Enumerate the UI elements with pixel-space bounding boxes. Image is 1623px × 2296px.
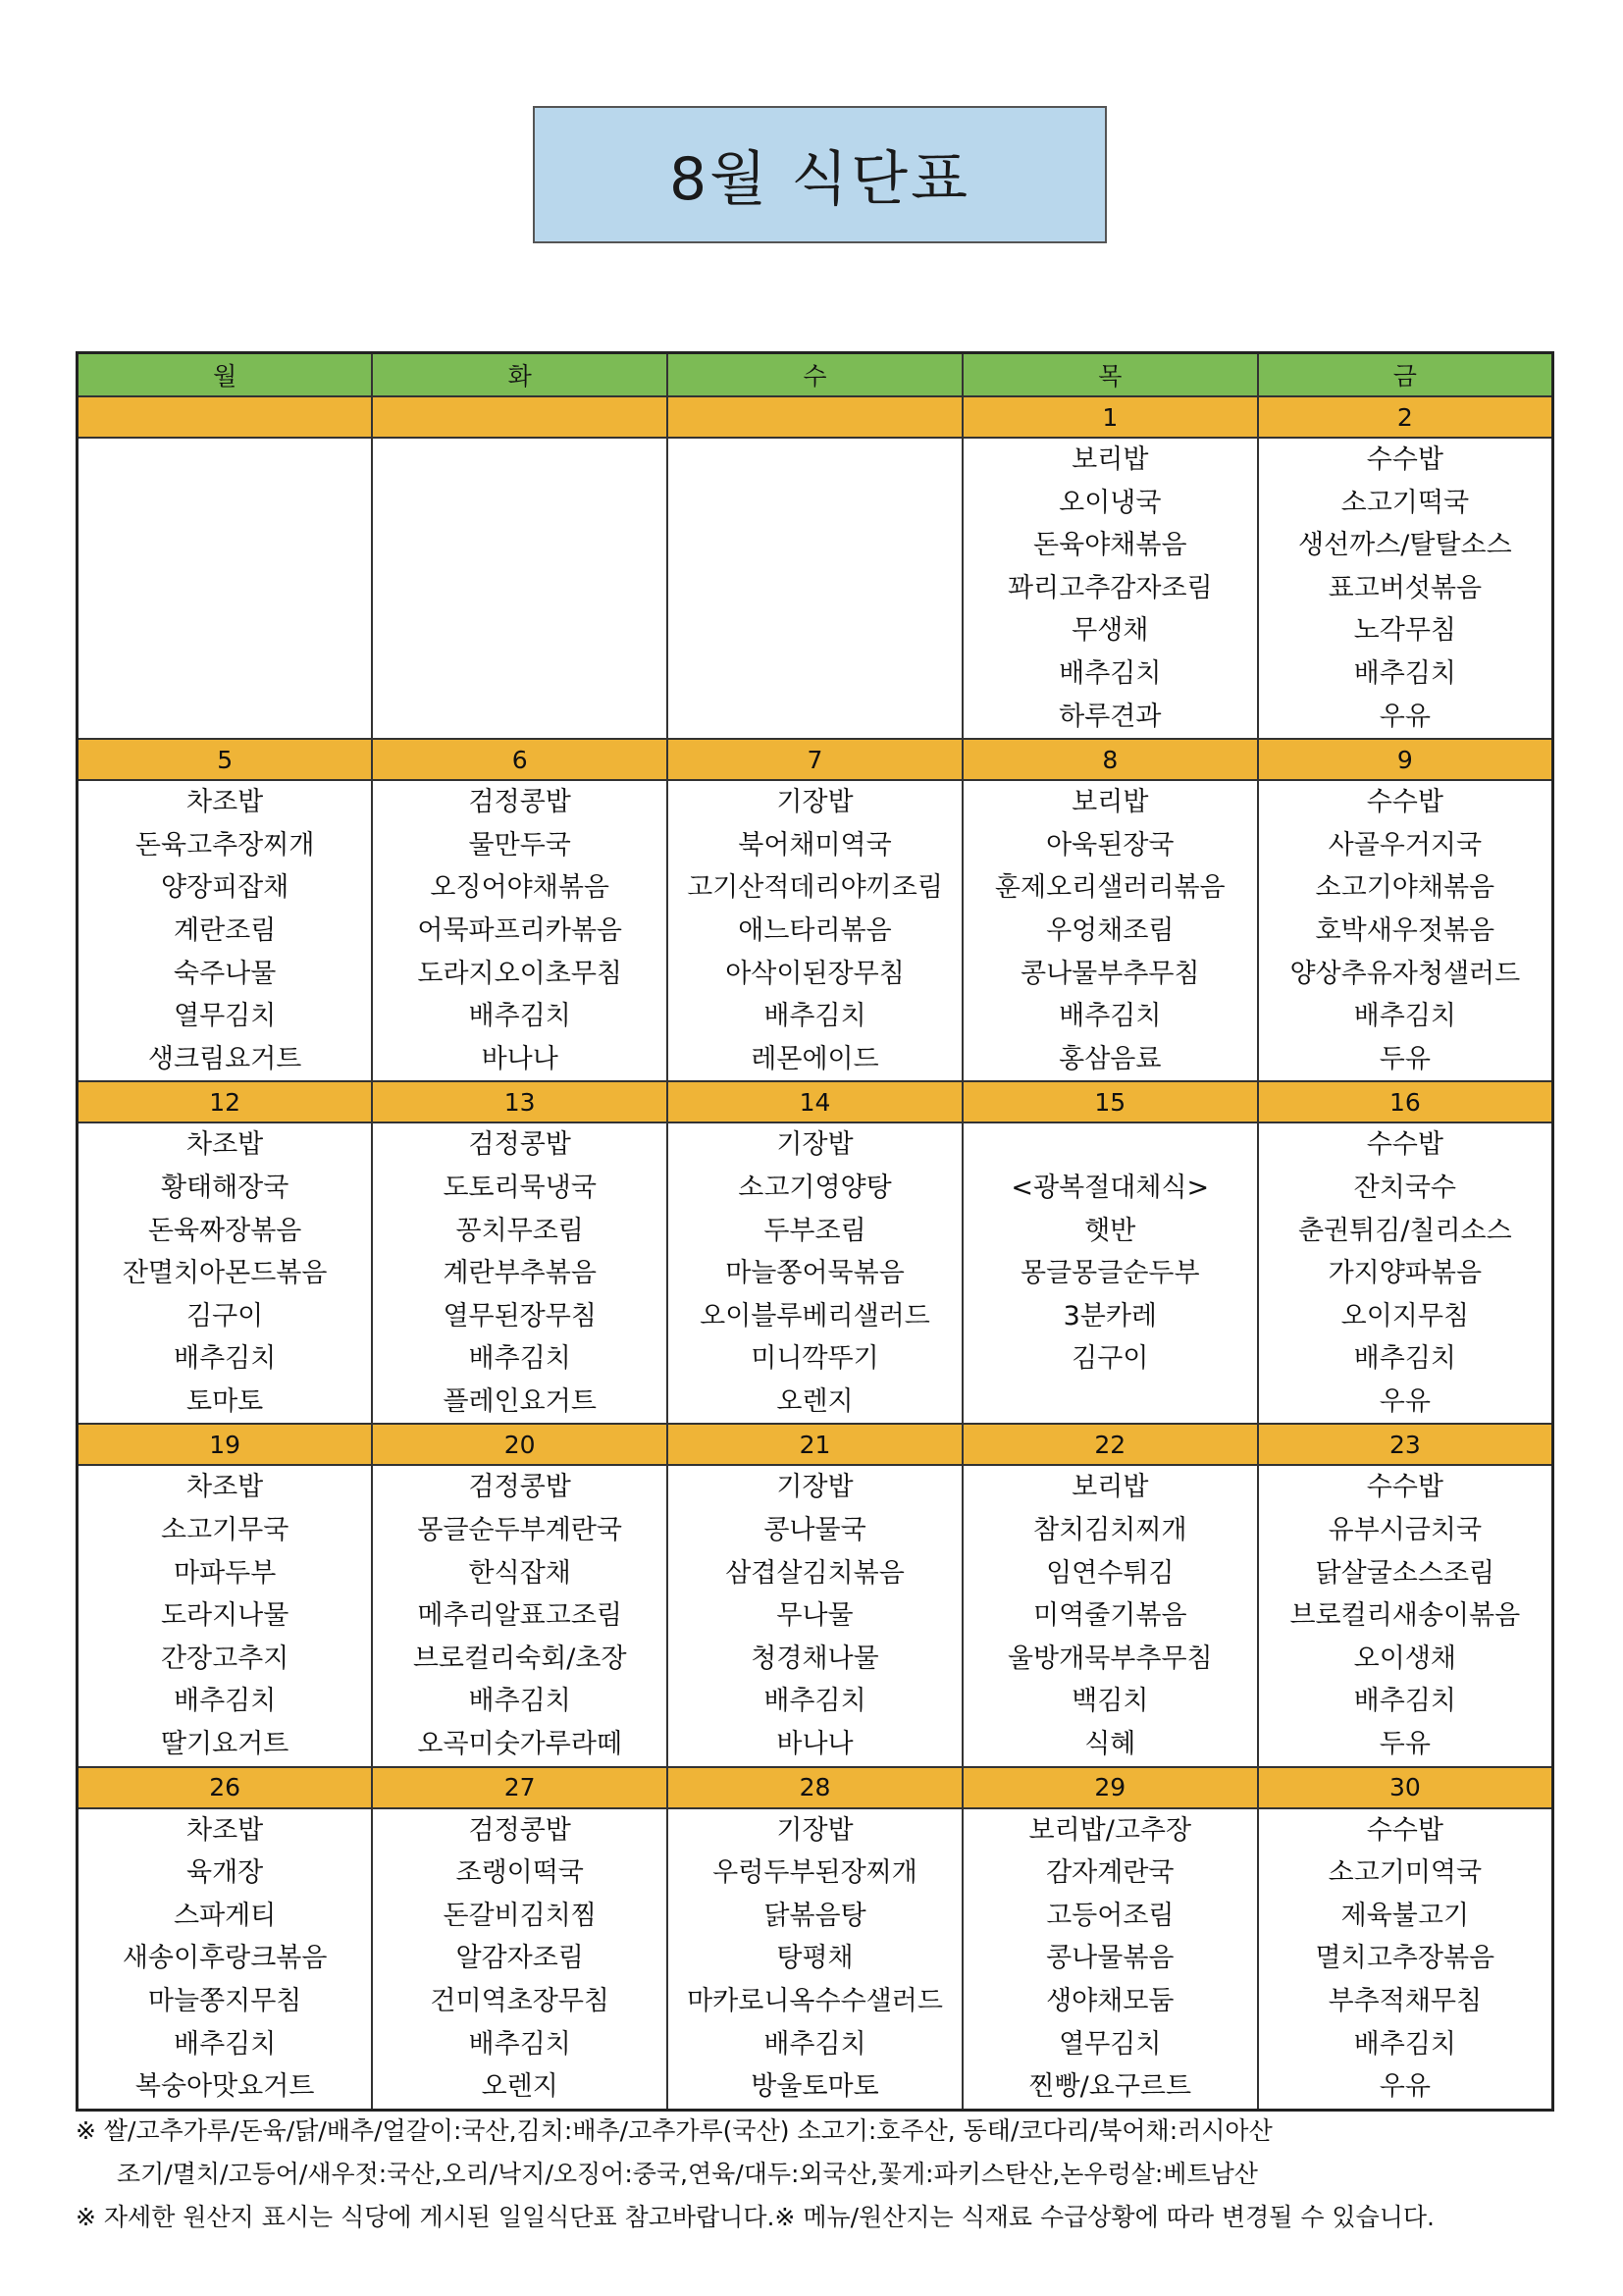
meal-item: 멸치고추장볶음 <box>1315 1943 1495 1974</box>
meal-row <box>78 438 1553 739</box>
meal-item: 도라지나물 <box>160 1600 289 1632</box>
meal-item: 배추김치 <box>173 1686 277 1717</box>
date-cell <box>667 396 963 438</box>
meal-item: 토마토 <box>186 1385 264 1417</box>
meal-item: 생야채모둠 <box>1046 1986 1175 2016</box>
date-row <box>78 739 1553 780</box>
date-row <box>78 1081 1553 1122</box>
meal-item: 닭살굴소스조림 <box>1315 1557 1495 1589</box>
meal-cell <box>1258 1465 1553 1766</box>
meal-item: 우유 <box>1379 2071 1431 2103</box>
origin-notes <box>76 2110 1567 2239</box>
meal-item: 육개장 <box>186 1857 264 1889</box>
date-cell: 29 <box>963 1767 1258 1808</box>
meal-item: 차조밥 <box>186 1129 264 1161</box>
meal-item: 우렁두부된장찌개 <box>712 1857 917 1889</box>
meal-item: 수수밥 <box>1366 1129 1443 1161</box>
meal-item: 바나나 <box>481 1043 558 1074</box>
meal-item: 기장밥 <box>776 1472 854 1503</box>
meal-item: 우유 <box>1379 701 1431 732</box>
meal-item: 배추김치 <box>173 2028 277 2060</box>
meal-item: 계란조림 <box>173 914 277 946</box>
meal-item: 건미역초장무침 <box>430 1986 609 2016</box>
meal-item: 오이지무침 <box>1340 1300 1470 1331</box>
meal-item: 검정콩밥 <box>468 1814 571 1846</box>
meal-item: 차조밥 <box>186 1814 264 1846</box>
date-cell: 7 <box>667 739 963 780</box>
date-cell: 14 <box>667 1081 963 1122</box>
meal-item: 두유 <box>1379 1043 1431 1074</box>
meal-item: 북어채미역국 <box>738 829 892 861</box>
meal-cell <box>667 1122 963 1424</box>
meal-item: 배추김치 <box>468 2028 571 2060</box>
meal-item: 우엉채조림 <box>1046 914 1175 946</box>
meal-item: 미니깍뚜기 <box>751 1343 879 1375</box>
meal-item: 잔치국수 <box>1353 1172 1456 1203</box>
meal-cell <box>667 1808 963 2111</box>
meal-item: 훈제오리샐러리볶음 <box>994 872 1226 904</box>
meal-item: 부추적채무침 <box>1328 1986 1483 2016</box>
origin-note-line-1: ※ 쌀/고추가루/돈육/닭/배추/얼갈이:국산,김치:배추/고추가루(국산) 소고기:호주산, 동태/코다리/북어채:러시아산 <box>76 2116 1273 2145</box>
date-row <box>78 396 1553 438</box>
meal-item: 간장고추지 <box>160 1643 289 1674</box>
day-header-fri: 금 <box>1258 353 1553 397</box>
meal-item: 탕평채 <box>776 1943 854 1974</box>
meal-item: 청경채나물 <box>751 1643 879 1674</box>
meal-item: 아욱된장국 <box>1046 829 1175 861</box>
date-cell: 20 <box>372 1424 667 1465</box>
meal-cell <box>372 780 667 1081</box>
meal-cell <box>667 780 963 1081</box>
meal-item: 보리밥 <box>1072 444 1149 475</box>
meal-item: 배추김치 <box>763 2028 866 2060</box>
meal-item <box>964 1123 1257 1167</box>
meal-item: 참치김치찌개 <box>1033 1515 1187 1546</box>
meal-cell <box>667 438 963 739</box>
meal-cell <box>78 1808 373 2111</box>
meal-row <box>78 1122 1553 1424</box>
meal-item: 수수밥 <box>1366 444 1443 475</box>
meal-item: 닭볶음탕 <box>763 1900 866 1931</box>
meal-item: 오징어야채볶음 <box>430 872 609 904</box>
date-cell: 27 <box>372 1767 667 1808</box>
meal-item: 플레인요거트 <box>443 1385 597 1417</box>
meal-item: 아삭이된장무침 <box>725 958 905 989</box>
meal-item: 한식잡채 <box>468 1557 571 1589</box>
meal-item: 복숭아맛요거트 <box>134 2071 315 2103</box>
meal-item: 하루견과 <box>1059 701 1162 732</box>
meal-item: 도토리묵냉국 <box>443 1172 597 1203</box>
meal-item: 소고기야채볶음 <box>1315 872 1495 904</box>
meal-cell <box>372 1122 667 1424</box>
meal-item: 마카로니옥수수샐러드 <box>687 1986 943 2016</box>
meal-item: 오이냉국 <box>1059 487 1162 518</box>
meal-item: 3분카레 <box>1063 1300 1157 1331</box>
meal-item: 울방개묵부추무침 <box>1007 1643 1213 1674</box>
meal-item: 배추김치 <box>763 1001 866 1032</box>
meal-item: 마파두부 <box>173 1557 277 1589</box>
meal-cell <box>963 1808 1258 2111</box>
origin-note-line-3: ※ 자세한 원산지 표시는 식당에 게시된 일일식단표 참고바랍니다.※ 메뉴/원산지는 식재료 수급상황에 따라 변경될 수 있습니다. <box>76 2203 1435 2231</box>
meal-item: 춘권튀김/칠리소스 <box>1297 1215 1512 1246</box>
date-cell: 26 <box>78 1767 373 1808</box>
meal-item: 임연수튀김 <box>1046 1557 1175 1589</box>
meal-item: 식혜 <box>1084 1729 1136 1760</box>
meal-item: 삼겹살김치볶음 <box>725 1557 905 1589</box>
meal-cell <box>963 1465 1258 1766</box>
meal-item: 기장밥 <box>776 787 854 818</box>
meal-item <box>964 1381 1257 1424</box>
meal-item: 배추김치 <box>1353 2028 1456 2060</box>
meal-item: 배추김치 <box>468 1686 571 1717</box>
origin-note-line-2: 조기/멸치/고등어/새우젓:국산,오리/낙지/오징어:중국,연육/대두:외국산,꽃게:파키스탄산,논우렁살:베트남산 <box>117 2160 1258 2188</box>
meal-cell <box>1258 438 1553 739</box>
meal-item: 소고기미역국 <box>1328 1857 1483 1889</box>
meal-item: 방울토마토 <box>751 2071 879 2103</box>
meal-item: 가지양파볶음 <box>1328 1258 1483 1289</box>
meal-row <box>78 1808 1553 2111</box>
meal-item: 콩나물부추무침 <box>1021 958 1200 989</box>
meal-item: 수수밥 <box>1366 787 1443 818</box>
meal-item: 계란부추볶음 <box>443 1258 597 1289</box>
day-header-mon: 월 <box>78 353 373 397</box>
date-cell: 21 <box>667 1424 963 1465</box>
meal-cell <box>78 1122 373 1424</box>
meal-item: 우유 <box>1379 1385 1431 1417</box>
meal-item: 오렌지 <box>481 2071 558 2103</box>
meal-cell <box>963 438 1258 739</box>
date-row <box>78 1424 1553 1465</box>
date-row <box>78 1767 1553 1808</box>
day-header-wed: 수 <box>667 353 963 397</box>
meal-item: 보리밥 <box>1072 1472 1149 1503</box>
meal-item: 마늘쫑지무침 <box>147 1986 302 2016</box>
meal-item: 브로컬리새송이볶음 <box>1289 1600 1521 1632</box>
meal-item: 표고버섯볶음 <box>1328 572 1483 603</box>
meal-item: 콩나물국 <box>763 1515 866 1546</box>
date-cell: 30 <box>1258 1767 1553 1808</box>
meal-item: 마늘쫑어묵볶음 <box>725 1258 905 1289</box>
meal-cell <box>372 438 667 739</box>
meal-item: 노각무침 <box>1353 615 1456 647</box>
meal-item: 검정콩밥 <box>468 787 571 818</box>
meal-item: 소고기떡국 <box>1340 487 1470 518</box>
meal-item: 김구이 <box>1072 1343 1149 1375</box>
meal-item: 몽글순두부계란국 <box>417 1515 623 1546</box>
meal-item: 배추김치 <box>468 1343 571 1375</box>
meal-item: 생크림요거트 <box>147 1043 302 1074</box>
meal-item: 홍삼음료 <box>1059 1043 1162 1074</box>
meal-item: 메추리알표고조림 <box>417 1600 623 1632</box>
day-header-thu: 목 <box>963 353 1258 397</box>
meal-item: 고기산적데리야끼조림 <box>687 872 943 904</box>
meal-item: 배추김치 <box>468 1001 571 1032</box>
meal-item: 잔멸치아몬드볶음 <box>122 1258 328 1289</box>
meal-item: 돈갈비김치찜 <box>443 1900 597 1931</box>
meal-cell <box>372 1465 667 1766</box>
meal-item: 미역줄기볶음 <box>1033 1600 1187 1632</box>
date-cell: 1 <box>963 396 1258 438</box>
meal-item: 호박새우젓볶음 <box>1315 914 1495 946</box>
meal-item: 열무김치 <box>173 1001 277 1032</box>
menu-table <box>76 351 1554 2112</box>
meal-item: 배추김치 <box>1353 1686 1456 1717</box>
meal-item: 검정콩밥 <box>468 1129 571 1161</box>
meal-item: 오이생채 <box>1353 1643 1456 1674</box>
meal-item: 숙주나물 <box>173 958 277 989</box>
date-cell: 9 <box>1258 739 1553 780</box>
page-title: 8월 식단표 <box>668 145 971 214</box>
meal-item: 양상추유자청샐러드 <box>1289 958 1521 989</box>
meal-cell <box>78 1465 373 1766</box>
meal-item: 무생채 <box>1072 615 1149 647</box>
meal-item: 배추김치 <box>1059 657 1162 689</box>
date-cell: 8 <box>963 739 1258 780</box>
meal-item: 찐빵/요구르트 <box>1028 2071 1192 2103</box>
meal-item: 무나물 <box>776 1600 854 1632</box>
meal-item: 콩나물볶음 <box>1046 1943 1175 1974</box>
date-cell <box>78 396 373 438</box>
meal-cell <box>963 780 1258 1081</box>
date-cell: 13 <box>372 1081 667 1122</box>
meal-item: 배추김치 <box>1059 1001 1162 1032</box>
date-cell: 22 <box>963 1424 1258 1465</box>
meal-item: 소고기영양탕 <box>738 1172 892 1203</box>
date-cell: 15 <box>963 1081 1258 1122</box>
meal-item: 차조밥 <box>186 787 264 818</box>
meal-item: 유부시금치국 <box>1328 1515 1483 1546</box>
meal-item: 돈육고추장찌개 <box>134 829 315 861</box>
date-cell: 5 <box>78 739 373 780</box>
meal-item: 레몬에이드 <box>751 1043 879 1074</box>
meal-item: 딸기요거트 <box>160 1729 289 1760</box>
meal-item: 배추김치 <box>173 1343 277 1375</box>
meal-item: 보리밥 <box>1072 787 1149 818</box>
meal-item: 백김치 <box>1072 1686 1149 1717</box>
day-header-tue: 화 <box>372 353 667 397</box>
date-cell: 16 <box>1258 1081 1553 1122</box>
meal-cell <box>78 438 373 739</box>
meal-cell <box>1258 1808 1553 2111</box>
meal-item: 조랭이떡국 <box>455 1857 584 1889</box>
meal-item: 몽글몽글순두부 <box>1021 1258 1200 1289</box>
meal-item: 바나나 <box>776 1729 854 1760</box>
meal-item: 열무김치 <box>1059 2028 1162 2060</box>
date-cell: 28 <box>667 1767 963 1808</box>
meal-item: 황태해장국 <box>160 1172 289 1203</box>
meal-item: 생선까스/탈탈소스 <box>1297 530 1512 561</box>
meal-item: 새송이후랑크볶음 <box>122 1943 328 1974</box>
meal-item: 검정콩밥 <box>468 1472 571 1503</box>
meal-row <box>78 1465 1553 1766</box>
meal-item: 어묵파프리카볶음 <box>417 914 623 946</box>
meal-item: 보리밥/고추장 <box>1028 1814 1192 1846</box>
meal-item: 고등어조림 <box>1046 1900 1175 1931</box>
meal-item: 두부조림 <box>763 1215 866 1246</box>
meal-cell <box>667 1465 963 1766</box>
meal-item: 제육불고기 <box>1340 1900 1470 1931</box>
meal-item: 배추김치 <box>763 1686 866 1717</box>
title-box <box>533 106 1107 243</box>
meal-item: 배추김치 <box>1353 1001 1456 1032</box>
meal-item: 물만두국 <box>468 829 571 861</box>
meal-cell <box>1258 1122 1553 1424</box>
meal-item: 기장밥 <box>776 1814 854 1846</box>
meal-item: 김구이 <box>186 1300 264 1331</box>
meal-item: 스파게티 <box>173 1900 277 1931</box>
day-header-row <box>78 353 1553 397</box>
meal-item: 소고기무국 <box>160 1515 289 1546</box>
date-cell: 6 <box>372 739 667 780</box>
meal-cell <box>78 780 373 1081</box>
meal-item: 알감자조림 <box>455 1943 584 1974</box>
meal-cell <box>1258 780 1553 1081</box>
meal-item: 차조밥 <box>186 1472 264 1503</box>
meal-item: 배추김치 <box>1353 657 1456 689</box>
meal-item: 감자계란국 <box>1046 1857 1175 1889</box>
meal-item: 사골우거지국 <box>1328 829 1483 861</box>
date-cell <box>372 396 667 438</box>
meal-item: 오렌지 <box>776 1385 854 1417</box>
meal-row <box>78 780 1553 1081</box>
meal-item: 오곡미숫가루라떼 <box>417 1729 623 1760</box>
meal-item: 돈육짜장볶음 <box>147 1215 302 1246</box>
meal-item: 꽁치무조림 <box>455 1215 584 1246</box>
meal-item: 햇반 <box>1084 1215 1136 1246</box>
meal-item: 수수밥 <box>1366 1814 1443 1846</box>
date-cell: 12 <box>78 1081 373 1122</box>
meal-item: 오이블루베리샐러드 <box>700 1300 930 1331</box>
meal-item: 꽈리고추감자조림 <box>1007 572 1213 603</box>
date-cell: 23 <box>1258 1424 1553 1465</box>
meal-item: 브로컬리숙회/초장 <box>412 1643 627 1674</box>
meal-item: 돈육야채볶음 <box>1033 530 1187 561</box>
meal-item: 양장피잡채 <box>160 872 289 904</box>
meal-cell <box>372 1808 667 2111</box>
meal-item: <광복절대체식> <box>1011 1172 1210 1203</box>
date-cell: 2 <box>1258 396 1553 438</box>
date-cell: 19 <box>78 1424 373 1465</box>
meal-item: 두유 <box>1379 1729 1431 1760</box>
meal-item: 애느타리볶음 <box>738 914 892 946</box>
meal-item: 도라지오이초무침 <box>417 958 623 989</box>
meal-cell <box>963 1122 1258 1424</box>
meal-item: 열무된장무침 <box>443 1300 597 1331</box>
meal-item: 기장밥 <box>776 1129 854 1161</box>
meal-item: 배추김치 <box>1353 1343 1456 1375</box>
meal-item: 수수밥 <box>1366 1472 1443 1503</box>
